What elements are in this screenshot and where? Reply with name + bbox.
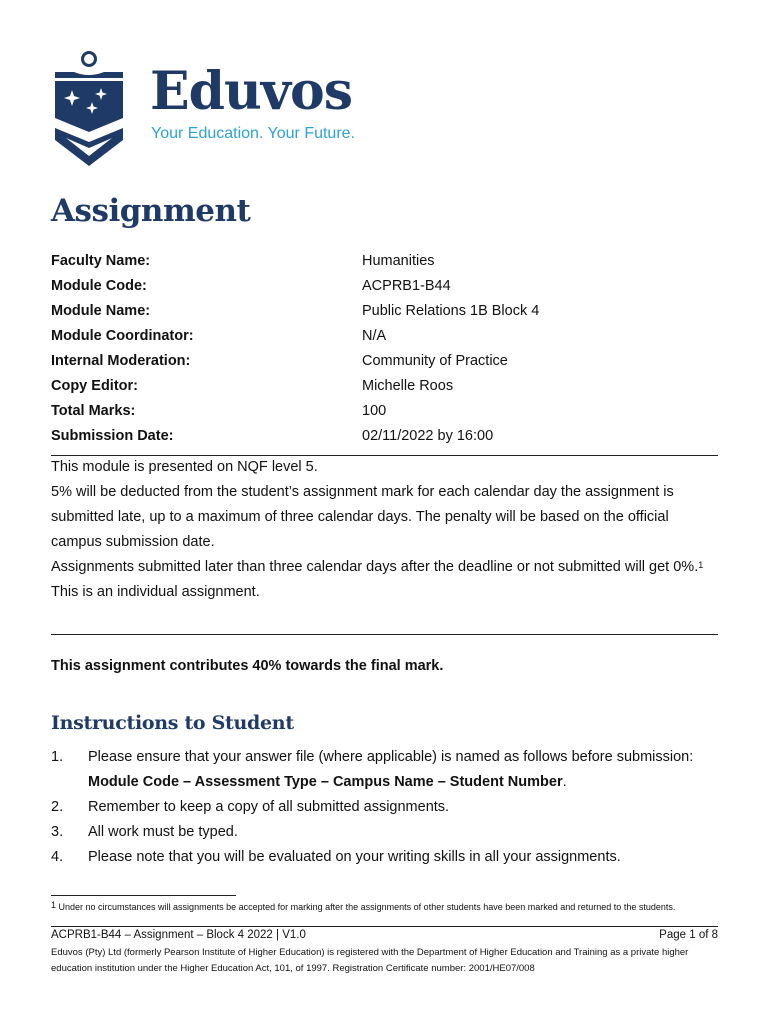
- meta-value: Public Relations 1B Block 4: [362, 303, 540, 319]
- page-footer: [51, 926, 718, 943]
- logo-wordmark: Eduvos: [150, 61, 352, 122]
- contribution-note: This assignment contributes 40% towards the final mark.: [51, 658, 444, 674]
- meta-label: Copy Editor:: [51, 378, 138, 394]
- page-number: Page 1 of 8: [659, 929, 718, 941]
- meta-row-submission-date: [51, 426, 718, 451]
- meta-label: Faculty Name:: [51, 253, 151, 269]
- meta-label: Module Code:: [51, 278, 147, 294]
- list-number: 1.: [51, 749, 64, 765]
- list-item: [51, 845, 718, 870]
- meta-row-moderation: [51, 351, 718, 376]
- meta-value: Humanities: [362, 253, 435, 269]
- list-text: Please ensure that your answer file (where applicable) is named as follows before submission:: [88, 749, 694, 765]
- footnote-mark: 1: [51, 900, 57, 910]
- meta-row-module-code: [51, 276, 718, 301]
- module-details: [51, 251, 718, 451]
- nqf-note: This module is presented on NQF level 5.: [51, 459, 318, 475]
- meta-value: Michelle Roos: [362, 378, 454, 394]
- meta-value: N/A: [362, 328, 387, 344]
- instructions-list: [51, 745, 718, 870]
- list-item: [51, 795, 718, 820]
- meta-row-faculty: [51, 251, 718, 276]
- footnote-divider: [51, 895, 236, 896]
- registration-note: Eduvos (Pty) Ltd (formerly Pearson Institute of Higher Education) is registered with the Department of Higher Education and Training as a private higher education institution under the Higher Education Act, 101, of 1997. Registration Certificate number: 2001/HE07/008: [51, 947, 689, 974]
- list-text: Remember to keep a copy of all submitted assignments.: [88, 799, 450, 815]
- footer-document-id: ACPRB1-B44 – Assignment – Block 4 2022 | V1.0: [51, 929, 306, 941]
- meta-row-module-name: [51, 301, 718, 326]
- meta-value: Community of Practice: [362, 353, 508, 369]
- page-title: Assignment: [51, 193, 251, 229]
- penalty-note: 5% will be deducted from the student’s assignment mark for each calendar day the assignment is submitted late, up to a maximum of three calendar days. The penalty will be based on the official campus submission date.: [51, 484, 674, 550]
- footnote-text: Under no circumstances will assignments be accepted for marking after the assignments of other students have been marked and returned to the students.: [56, 902, 676, 912]
- shield-logo-icon: [52, 48, 126, 170]
- late-note-text: Assignments submitted later than three calendar days after the deadline or not submitted will get 0%.: [51, 559, 699, 575]
- instructions-heading: Instructions to Student: [51, 712, 294, 734]
- list-text: Please note that you will be evaluated on your writing skills in all your assignments.: [88, 849, 621, 865]
- meta-label: Module Coordinator:: [51, 328, 194, 344]
- meta-label: Total Marks:: [51, 403, 136, 419]
- meta-row-copy-editor: [51, 376, 718, 401]
- list-text: All work must be typed.: [88, 824, 238, 840]
- list-number: 3.: [51, 824, 64, 840]
- meta-row-coordinator: [51, 326, 718, 351]
- list-number: 2.: [51, 799, 64, 815]
- meta-value: ACPRB1-B44: [362, 278, 451, 294]
- logo-tagline: Your Education. Your Future.: [151, 125, 355, 142]
- assignment-notes: [51, 455, 718, 605]
- meta-label: Module Name:: [51, 303, 151, 319]
- meta-value: 02/11/2022 by 16:00: [362, 428, 494, 444]
- individual-note: This is an individual assignment.: [51, 584, 260, 600]
- meta-label: Submission Date:: [51, 428, 174, 444]
- list-number: 4.: [51, 849, 64, 865]
- meta-row-total-marks: [51, 401, 718, 426]
- footnote: [51, 902, 718, 913]
- late-note: [51, 555, 718, 580]
- meta-label: Internal Moderation:: [51, 353, 191, 369]
- footnote-ref: 1: [698, 560, 704, 570]
- file-naming-format: Module Code – Assessment Type – Campus Name – Student Number: [88, 774, 563, 790]
- list-text-end: .: [562, 774, 567, 790]
- list-item: [51, 745, 718, 795]
- meta-value: 100: [362, 403, 387, 419]
- divider: [51, 634, 718, 635]
- list-item: [51, 820, 718, 845]
